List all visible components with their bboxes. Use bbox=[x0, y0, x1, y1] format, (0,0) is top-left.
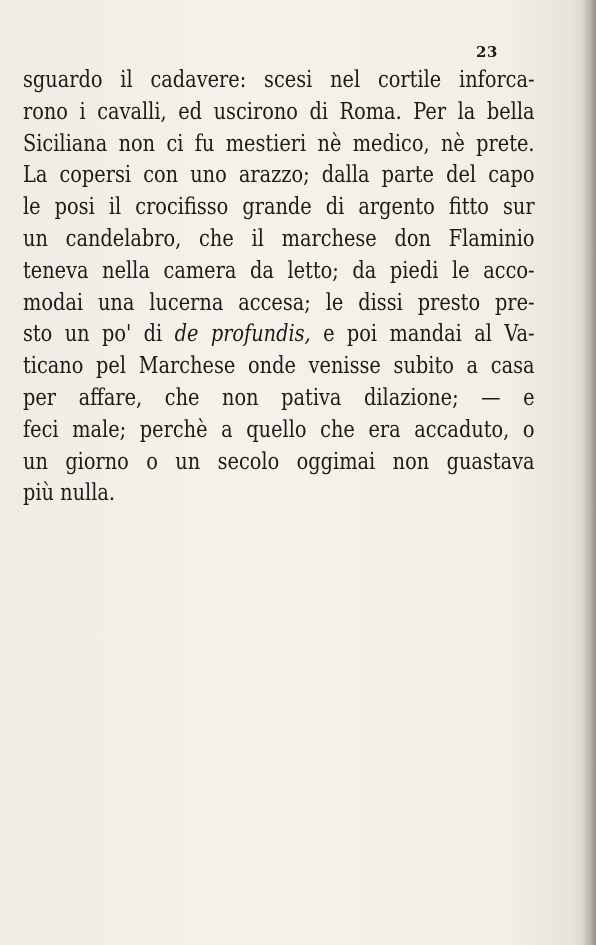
text-line: feci male; perchè a quello che era accaduto, o bbox=[23, 416, 535, 443]
text-line: sguardo il cadavere: scesi nel cortile inforca- bbox=[23, 67, 535, 93]
text-line: La copersi con uno arazzo; dalla parte del capo bbox=[23, 162, 535, 189]
text-line: modai una lucerna accesa; le dissi presto pre- bbox=[23, 289, 535, 316]
text-line: un candelabro, che il marchese don Flaminio bbox=[23, 225, 535, 252]
text-line: rono i cavalli, ed uscirono di Roma. Per la bella bbox=[23, 98, 535, 125]
text-run: e poi mandai al Va- bbox=[310, 321, 535, 348]
text-line: ticano pel Marchese onde venisse subito a casa bbox=[23, 353, 535, 380]
text-line: teneva nella camera da letto; da piedi le acco- bbox=[23, 257, 535, 284]
body-text bbox=[23, 65, 535, 510]
text-line bbox=[23, 319, 535, 351]
text-run: sto un po' di bbox=[23, 321, 175, 348]
latin-phrase: de profundis, bbox=[174, 321, 311, 348]
text-line: le posi il crocifisso grande di argento fitto sur bbox=[23, 194, 535, 221]
text-line: Siciliana non ci fu mestieri nè medico, nè prete. bbox=[23, 130, 535, 157]
text-line: per affare, che non pativa dilazione; — e bbox=[23, 384, 535, 411]
text-line: un giorno o un secolo oggimai non guastava bbox=[23, 448, 535, 475]
text-line: più nulla. bbox=[23, 480, 116, 507]
page-gutter-shadow bbox=[582, 0, 596, 945]
page-number: 23 bbox=[476, 43, 498, 61]
